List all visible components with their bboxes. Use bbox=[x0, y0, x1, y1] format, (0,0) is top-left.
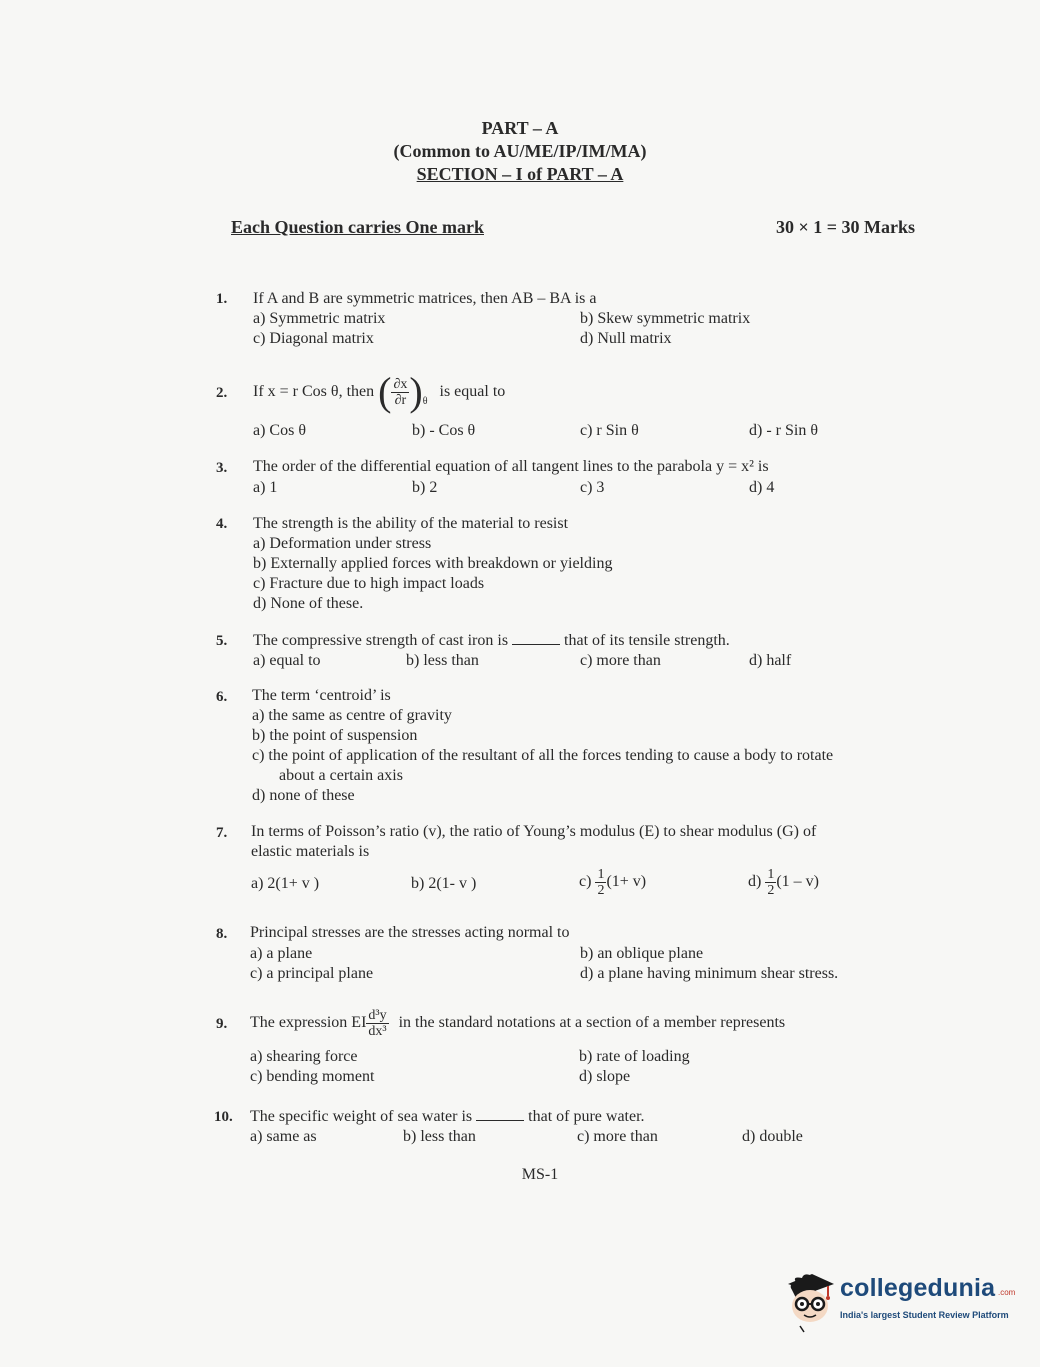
fraction-numerator: d³y bbox=[368, 1007, 387, 1023]
question-text: The term ‘centroid’ is bbox=[252, 687, 391, 704]
option-a: a) 2(1+ v ) bbox=[251, 875, 320, 892]
half-fraction bbox=[595, 867, 606, 898]
question-number: 8. bbox=[216, 926, 228, 942]
option-b: b) Skew symmetric matrix bbox=[580, 310, 751, 327]
question-text: The order of the differential equation of all tangent lines to the parabola y = x² is bbox=[253, 458, 769, 475]
option-a: a) 1 bbox=[253, 479, 278, 496]
question-text-post: that of pure water. bbox=[528, 1108, 645, 1125]
option-d: d) half bbox=[749, 652, 792, 669]
fraction-numerator: 1 bbox=[767, 866, 775, 882]
option-c: c) the point of application of the resultant of all the forces tending to cause a body to rotate bbox=[252, 747, 834, 764]
option-b: b) less than bbox=[403, 1128, 476, 1145]
option-d bbox=[748, 862, 819, 902]
question-number: 5. bbox=[216, 633, 228, 649]
common-subtitle: (Common to AU/ME/IP/IM/MA) bbox=[393, 141, 647, 161]
option-d: d) - r Sin θ bbox=[749, 422, 818, 439]
question-number: 6. bbox=[216, 689, 228, 705]
question-number: 7. bbox=[216, 825, 228, 841]
question-text bbox=[250, 998, 785, 1048]
open-paren: ( bbox=[378, 369, 392, 415]
option-c: c) r Sin θ bbox=[580, 422, 639, 439]
option-d: d) a plane having minimum shear stress. bbox=[580, 965, 839, 982]
fraction-numerator: 1 bbox=[597, 866, 605, 882]
option-b: b) 2 bbox=[412, 479, 438, 496]
option-d: d) 4 bbox=[749, 479, 775, 496]
partial-fraction bbox=[391, 377, 409, 408]
fill-blank bbox=[512, 630, 560, 645]
option-a: a) equal to bbox=[253, 652, 321, 669]
option-d: d) Null matrix bbox=[580, 330, 672, 347]
option-a: a) same as bbox=[250, 1128, 317, 1145]
option-c: c) Diagonal matrix bbox=[253, 330, 374, 347]
section-title-text: SECTION – I of PART – A bbox=[416, 164, 624, 184]
option-label: c) bbox=[579, 873, 592, 890]
fraction-numerator: ∂x bbox=[393, 376, 408, 392]
question-text-continued: elastic materials is bbox=[251, 843, 370, 860]
fill-blank bbox=[476, 1106, 524, 1121]
option-label: d) bbox=[748, 873, 762, 890]
option-c: c) Fracture due to high impact loads bbox=[253, 575, 485, 592]
fraction-denominator: 2 bbox=[597, 882, 605, 898]
question-number: 2. bbox=[216, 385, 228, 401]
question-number: 10. bbox=[214, 1109, 233, 1125]
option-b: b) the point of suspension bbox=[252, 727, 418, 744]
option-c: c) more than bbox=[580, 652, 661, 669]
option-d: d) none of these bbox=[252, 787, 355, 804]
question-number: 9. bbox=[216, 1016, 228, 1032]
option-d: d) double bbox=[742, 1128, 803, 1145]
question-text: Principal stresses are the stresses acting normal to bbox=[250, 924, 570, 941]
question-text bbox=[253, 630, 730, 651]
option-b: b) Externally applied forces with breakdown or yielding bbox=[253, 555, 613, 572]
option-a: a) Deformation under stress bbox=[253, 535, 432, 552]
question-text-post: is equal to bbox=[439, 383, 506, 400]
fraction-denominator: ∂r bbox=[394, 392, 407, 408]
option-a: a) a plane bbox=[250, 945, 313, 962]
option-expression: (1 – v) bbox=[776, 873, 819, 890]
question-text-pre: The expression EI bbox=[250, 1014, 367, 1031]
option-expression: (1+ v) bbox=[606, 873, 647, 890]
option-c: c) more than bbox=[577, 1128, 658, 1145]
logo-domain: .com bbox=[998, 1288, 1016, 1297]
option-a: a) Cos θ bbox=[253, 422, 306, 439]
option-b: b) - Cos θ bbox=[412, 422, 476, 439]
logo-wordmark: collegedunia bbox=[840, 1274, 996, 1302]
question-text bbox=[253, 366, 505, 428]
marks-instruction: Each Question carries One mark bbox=[231, 217, 484, 237]
option-c: c) a principal plane bbox=[250, 965, 374, 982]
fraction-denominator: 2 bbox=[767, 882, 775, 898]
question-text: If A and B are symmetric matrices, then AB – BA is a bbox=[253, 290, 597, 307]
option-c-continued: about a certain axis bbox=[279, 767, 403, 784]
question-text-post: that of its tensile strength. bbox=[564, 632, 730, 649]
part-title: PART – A bbox=[481, 118, 559, 138]
mascot-icon bbox=[782, 1262, 838, 1334]
option-a: a) Symmetric matrix bbox=[253, 310, 386, 327]
page-code: MS-1 bbox=[521, 1166, 559, 1183]
logo-tagline: India's largest Student Review Platform bbox=[840, 1310, 1009, 1320]
question-number: 1. bbox=[216, 291, 228, 307]
option-b: b) less than bbox=[406, 652, 479, 669]
question-text-pre: The specific weight of sea water is bbox=[250, 1108, 473, 1125]
option-d: d) slope bbox=[579, 1068, 631, 1085]
question-text bbox=[250, 1106, 645, 1127]
question-text-pre: The compressive strength of cast iron is bbox=[253, 632, 509, 649]
option-d: d) None of these. bbox=[253, 595, 364, 612]
fraction-denominator: dx³ bbox=[368, 1023, 387, 1039]
option-c: c) bending moment bbox=[250, 1068, 375, 1085]
question-text: In terms of Poisson’s ratio (v), the ratio of Young’s modulus (E) to shear modulus (G) of bbox=[251, 823, 817, 840]
half-fraction bbox=[765, 867, 776, 898]
marks-total: 30 × 1 = 30 Marks bbox=[775, 217, 915, 237]
option-c: c) 3 bbox=[580, 479, 605, 496]
question-text-post: in the standard notations at a section of a member represents bbox=[398, 1014, 786, 1031]
option-c bbox=[579, 862, 646, 902]
section-title bbox=[0, 164, 1040, 185]
option-b: b) 2(1- v ) bbox=[411, 875, 477, 892]
collegedunia-logo[interactable] bbox=[782, 1262, 1022, 1334]
option-b: b) rate of loading bbox=[579, 1048, 690, 1065]
question-text: The strength is the ability of the material to resist bbox=[253, 515, 569, 532]
question-text-pre: If x = r Cos θ, then bbox=[253, 383, 375, 400]
option-a: a) shearing force bbox=[250, 1048, 358, 1065]
subscript: θ bbox=[422, 396, 428, 407]
derivative-fraction bbox=[366, 1008, 388, 1039]
option-a: a) the same as centre of gravity bbox=[252, 707, 452, 724]
option-b: b) an oblique plane bbox=[580, 945, 704, 962]
question-number: 3. bbox=[216, 460, 228, 476]
question-number: 4. bbox=[216, 516, 228, 532]
close-paren: ) bbox=[409, 369, 423, 415]
